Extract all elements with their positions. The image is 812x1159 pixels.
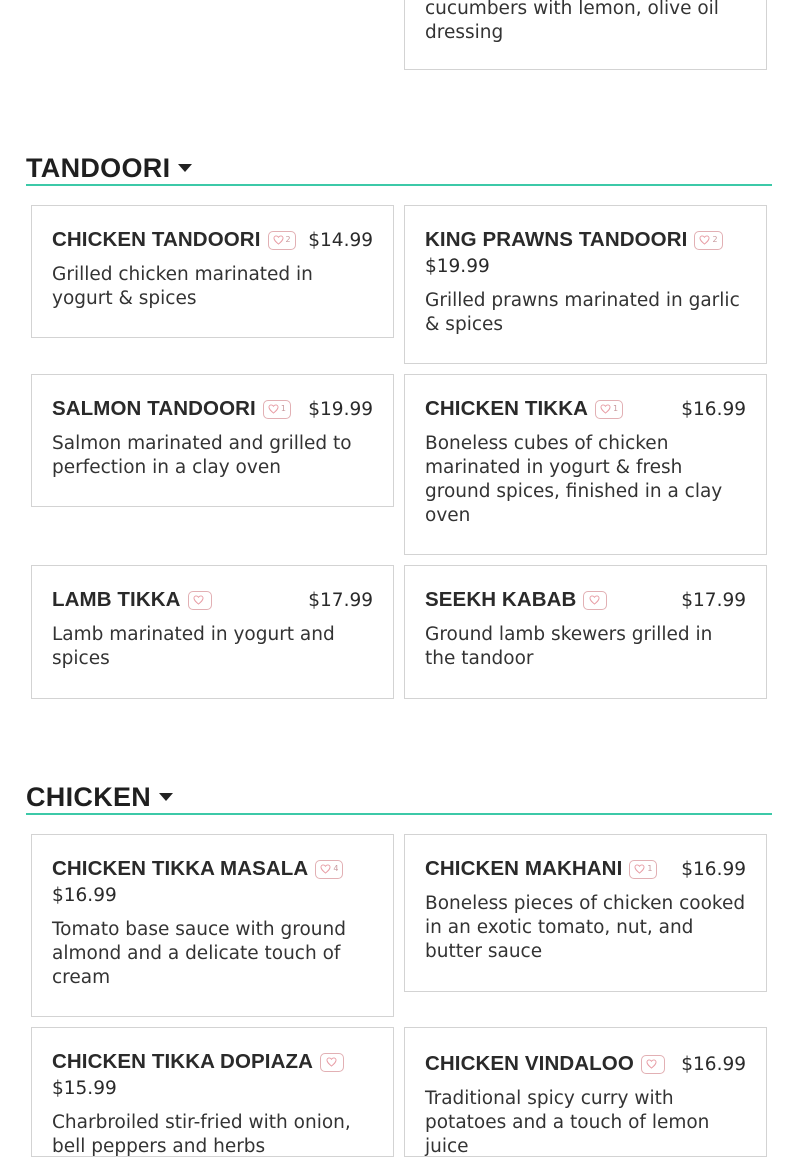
item-name: CHICKEN TIKKA	[425, 397, 589, 420]
heart-icon	[634, 864, 645, 874]
heart-icon	[320, 864, 331, 874]
item-name: CHICKEN MAKHANI	[425, 857, 623, 880]
section-header-tandoori[interactable]	[26, 150, 772, 186]
heart-icon	[589, 595, 600, 605]
like-button[interactable]	[641, 1055, 665, 1074]
heart-icon	[646, 1059, 657, 1069]
item-description: cucumbers with lemon, olive oil dressing	[425, 0, 719, 43]
caret-down-icon[interactable]	[159, 793, 173, 801]
item-price: $17.99	[681, 589, 746, 611]
like-count: 2	[285, 235, 291, 244]
menu-item-card[interactable]	[404, 205, 767, 364]
like-count: 2	[712, 235, 718, 244]
item-price: $16.99	[681, 1053, 746, 1075]
menu-item-card[interactable]	[404, 1027, 767, 1157]
like-count: 4	[333, 864, 339, 873]
like-button[interactable]	[595, 400, 623, 419]
like-count: 1	[613, 404, 619, 413]
item-description: Grilled prawns marinated in garlic & spices	[425, 290, 740, 335]
item-name: CHICKEN TANDOORI	[52, 228, 261, 251]
item-description: Traditional spicy curry with potatoes and a touch of lemon juice	[425, 1088, 710, 1157]
item-price: $14.99	[308, 229, 373, 251]
like-button[interactable]	[268, 231, 296, 250]
menu-item-card[interactable]	[404, 0, 767, 70]
menu-item-card[interactable]	[31, 1027, 394, 1157]
caret-down-icon[interactable]	[178, 164, 192, 172]
like-button[interactable]	[263, 400, 291, 419]
item-name: SALMON TANDOORI	[52, 397, 256, 420]
like-count: 1	[647, 864, 653, 873]
like-button[interactable]	[315, 860, 343, 879]
item-description: Tomato base sauce with ground almond and a delicate touch of cream	[52, 919, 346, 988]
item-price: $16.99	[681, 858, 746, 880]
section-header-chicken[interactable]	[26, 779, 772, 815]
heart-icon	[193, 595, 204, 605]
like-button[interactable]	[694, 231, 722, 250]
item-name: SEEKH KABAB	[425, 588, 577, 611]
heart-icon	[268, 404, 279, 414]
heart-icon	[600, 404, 611, 414]
section-title: TANDOORI	[26, 153, 171, 183]
item-description: Charbroiled stir-fried with onion, bell peppers and herbs	[52, 1112, 351, 1157]
item-price: $16.99	[52, 885, 117, 906]
item-price: $16.99	[681, 398, 746, 420]
item-price: $19.99	[308, 398, 373, 420]
menu-item-card[interactable]	[404, 374, 767, 555]
item-price: $19.99	[425, 256, 490, 277]
item-description: Grilled chicken marinated in yogurt & spices	[52, 264, 313, 309]
section-title: CHICKEN	[26, 782, 152, 812]
item-price: $15.99	[52, 1078, 117, 1099]
item-name: CHICKEN VINDALOO	[425, 1052, 634, 1075]
heart-icon	[326, 1057, 337, 1067]
like-count: 1	[280, 404, 286, 413]
menu-item-card[interactable]	[31, 205, 394, 338]
like-button[interactable]	[188, 591, 212, 610]
menu-item-card[interactable]	[31, 374, 394, 507]
item-description: Salmon marinated and grilled to perfection in a clay oven	[52, 433, 352, 478]
item-description: Lamb marinated in yogurt and spices	[52, 624, 335, 669]
item-description: Ground lamb skewers grilled in the tandoor	[425, 624, 713, 669]
item-name: CHICKEN TIKKA DOPIAZA	[52, 1050, 314, 1073]
menu-item-card[interactable]	[404, 565, 767, 699]
item-price: $17.99	[308, 589, 373, 611]
heart-icon	[699, 235, 710, 245]
menu-item-card[interactable]	[404, 834, 767, 992]
like-button[interactable]	[320, 1053, 344, 1072]
menu-item-card[interactable]	[31, 834, 394, 1017]
item-name: KING PRAWNS TANDOORI	[425, 228, 688, 251]
heart-icon	[273, 235, 284, 245]
menu-item-card[interactable]	[31, 565, 394, 699]
like-button[interactable]	[583, 591, 607, 610]
like-button[interactable]	[629, 860, 657, 879]
item-description: Boneless cubes of chicken marinated in yogurt & fresh ground spices, finished in a clay oven	[425, 433, 723, 526]
item-name: LAMB TIKKA	[52, 588, 181, 611]
item-description: Boneless pieces of chicken cooked in an exotic tomato, nut, and butter sauce	[425, 893, 746, 962]
item-name: CHICKEN TIKKA MASALA	[52, 857, 309, 880]
